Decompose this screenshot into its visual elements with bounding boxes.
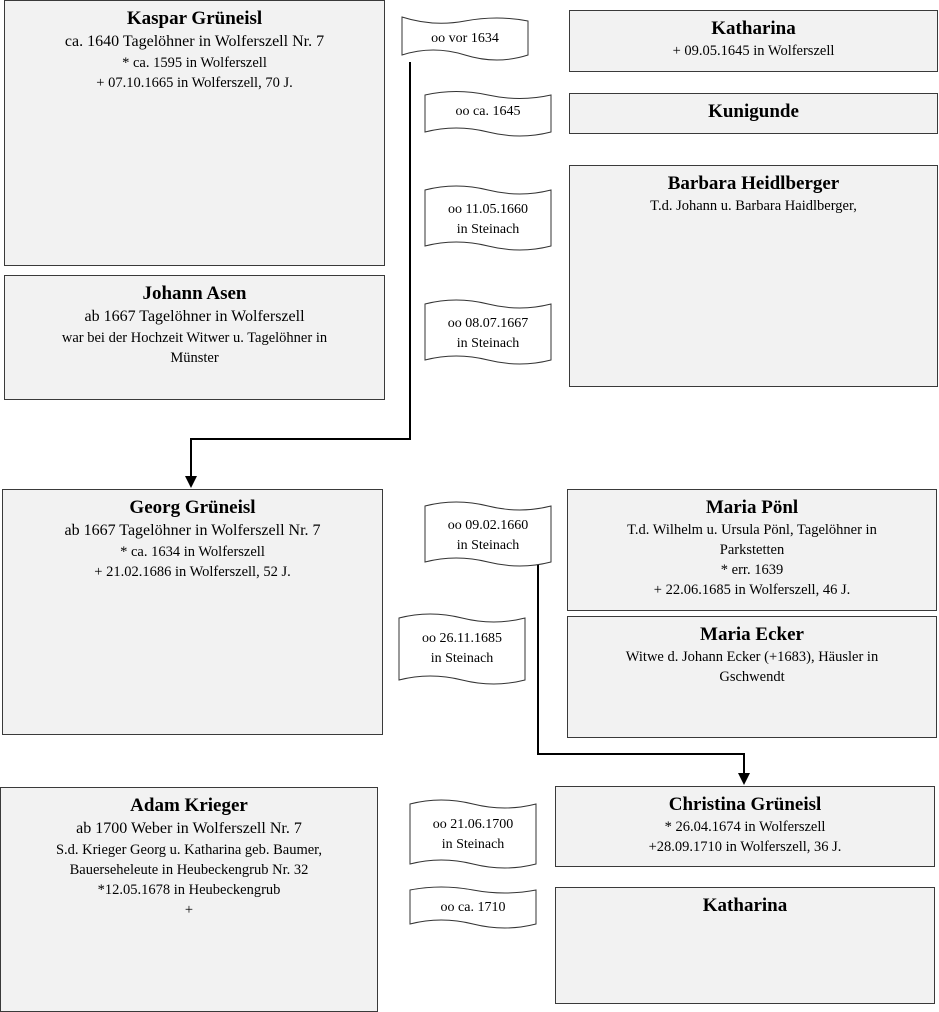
person-detail: * ca. 1595 in Wolferszell xyxy=(122,55,267,71)
person-name: Kaspar Grüneisl xyxy=(126,8,263,29)
person-detail: ab 1667 Tagelöhner in Wolferszell xyxy=(84,308,305,325)
descent-line-kaspar-to-georg xyxy=(191,62,410,478)
marriage-label-7 xyxy=(409,798,537,872)
person-name: Katharina xyxy=(702,895,788,916)
marriage-label-5 xyxy=(424,500,552,570)
person-name: Adam Krieger xyxy=(130,795,248,816)
person-detail: + 22.06.1685 in Wolferszell, 46 J. xyxy=(653,582,851,598)
person-detail: +28.09.1710 in Wolferszell, 36 J. xyxy=(648,839,842,855)
person-detail: Bauerseheleute in Heubeckengrub Nr. 32 xyxy=(69,862,309,878)
marriage-label-8 xyxy=(409,886,537,932)
marriage-date: oo vor 1634 xyxy=(431,31,499,46)
person-name: Maria Pönl xyxy=(705,497,799,518)
marriage-date: oo 21.06.1700 xyxy=(432,817,514,832)
arrowhead-christina xyxy=(738,773,750,785)
arrowhead-georg xyxy=(185,476,197,488)
person-name: Barbara Heidlberger xyxy=(667,173,840,194)
marriage-date: oo 26.11.1685 xyxy=(422,631,502,646)
marriage-label-4 xyxy=(424,298,552,368)
person-detail: + xyxy=(184,902,194,918)
marriage-date: oo 11.05.1660 xyxy=(448,202,528,217)
marriage-label-3 xyxy=(424,184,552,254)
marriage-date: oo ca. 1710 xyxy=(440,900,506,915)
marriage-date: oo ca. 1645 xyxy=(455,104,521,119)
marriage-place: in Steinach xyxy=(456,538,520,553)
marriage-date: oo 09.02.1660 xyxy=(447,518,529,533)
person-detail: + 09.05.1645 in Wolferszell xyxy=(672,43,835,59)
marriage-place: in Steinach xyxy=(441,837,505,852)
marriage-place: in Steinach xyxy=(430,651,494,666)
person-detail: Gschwendt xyxy=(719,669,785,685)
person-detail: Münster xyxy=(170,350,219,366)
person-detail: ab 1700 Weber in Wolferszell Nr. 7 xyxy=(76,820,302,837)
person-detail: Parkstetten xyxy=(719,542,785,558)
person-name: Georg Grüneisl xyxy=(129,497,256,518)
person-detail: + 07.10.1665 in Wolferszell, 70 J. xyxy=(96,75,293,91)
person-name: Katharina xyxy=(711,18,796,39)
person-name: Kunigunde xyxy=(708,101,799,122)
marriage-place: in Steinach xyxy=(456,336,520,351)
person-detail: T.d. Johann u. Barbara Haidlberger, xyxy=(650,198,857,214)
descent-line-georg-to-christina xyxy=(538,562,744,775)
person-detail: *12.05.1678 in Heubeckengrub xyxy=(97,882,281,898)
person-detail: Witwe d. Johann Ecker (+1683), Häusler in xyxy=(625,649,879,665)
person-detail: S.d. Krieger Georg u. Katharina geb. Baumer, xyxy=(55,842,323,858)
person-detail: + 21.02.1686 in Wolferszell, 52 J. xyxy=(94,564,291,580)
marriage-label-6 xyxy=(398,612,526,688)
person-name: Christina Grüneisl xyxy=(668,794,822,815)
person-name: Maria Ecker xyxy=(700,624,804,645)
person-detail: * err. 1639 xyxy=(720,562,784,578)
person-detail: * ca. 1634 in Wolferszell xyxy=(120,544,265,560)
person-detail: T.d. Wilhelm u. Ursula Pönl, Tagelöhner in xyxy=(627,522,877,538)
person-name: Johann Asen xyxy=(142,283,247,304)
person-detail: war bei der Hochzeit Witwer u. Tagelöhner in xyxy=(61,330,328,346)
person-detail: * 26.04.1674 in Wolferszell xyxy=(664,819,826,835)
person-detail: ca. 1640 Tagelöhner in Wolferszell Nr. 7 xyxy=(64,33,325,50)
marriage-place: in Steinach xyxy=(456,222,520,237)
marriage-label-2 xyxy=(424,90,552,138)
person-detail: ab 1667 Tagelöhner in Wolferszell Nr. 7 xyxy=(64,522,321,539)
marriage-label-1 xyxy=(401,16,529,62)
marriage-date: oo 08.07.1667 xyxy=(447,316,529,331)
